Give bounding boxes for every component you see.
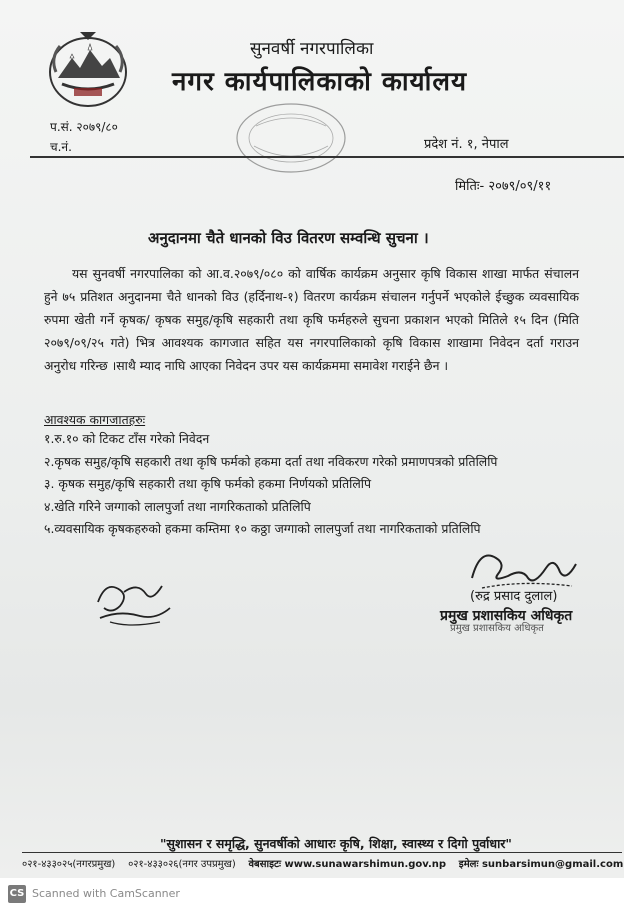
notice-body: यस सुनवर्षी नगरपालिका को आ.व.२०७९/०८० को वार्षिक कार्यक्रम अनुसार कृषि विकास शाखा मार्फत संचालन हुने ७५ प्रतिशत अनुदानमा चैते धानको विउ (हर्दिनाथ-१) वितरण कार्यक्रम संचालन गर्नुपर्ने भएकोले ईच्छुक व्यवसायिक रुपमा खेती गर्ने कृषक/ कृषक समुह/कृषि सहकारी तथा कृषि फर्महरुले सुचना प्रकाशन भएको मितिले १५ दिन (मिति २०७९/०९/२५ गते) भित्र आवश्यक कागजात सहित यस नगरपालिकाको कृषि विकास शाखामा निवेदन दर्ता गराउन अनुरोध गरिन्छ ।साथै म्याद नाघि आएका निवेदन उपर यस कार्यक्रममा समावेश गराईने छैन । — [44, 266, 579, 373]
footer-contact — [22, 856, 622, 870]
handwritten-initials-icon — [90, 572, 178, 628]
signatory-stamp: प्रमुख प्रशासकिय अधिकृत — [450, 623, 544, 634]
office-stamp-icon — [226, 96, 356, 178]
scanner-watermark-bar — [0, 878, 624, 910]
signatory-name: (रुद्र प्रसाद दुलाल) — [470, 589, 558, 604]
list-item: २.कृषक समुह/कृषि सहकारी तथा कृषि फर्मको हकमा दर्ता तथा नविकरण गरेको प्रमाणपत्रको प्रतिलिपि — [44, 453, 498, 469]
reference-number: प.सं. २०७९/८० — [50, 120, 118, 134]
requirements-list — [44, 428, 604, 541]
dispatch-number: च.नं. — [50, 140, 72, 154]
municipality-name: सुनवर्षी नगरपालिका — [250, 39, 374, 59]
phone-deputy: ०२१-४३३०२६(नगर उपप्रमुख) — [128, 859, 236, 870]
office-title: नगर कार्यपालिकाको कार्यालय — [172, 67, 468, 97]
list-item: ५.व्यवसायिक कृषकहरुको हकमा कम्तिमा १० कठ्ठा जग्गाको लालपुर्जा तथा नागरिकताको प्रतिलिपि — [44, 521, 481, 536]
list-item: ३. कृषक समुह/कृषि सहकारी तथा कृषि फर्मको हकमा निर्णयको प्रतिलिपि — [44, 476, 372, 491]
list-item: ४.खेति गरिने जग्गाको लालपुर्जा तथा नागरिकताको प्रतिलिपि — [44, 498, 311, 514]
nepal-emblem-icon — [44, 28, 132, 110]
list-item: १.रु.१० को टिकट टाँस गरेको निवेदन — [44, 431, 210, 446]
email-link[interactable]: इमेलः sunbarsimun@gmail.com — [458, 859, 624, 870]
header-divider — [30, 156, 624, 158]
notice-subject: अनुदानमा चैते धानको विउ वितरण सम्वन्धि सुचना । — [148, 229, 429, 247]
scanner-caption: Scanned with CamScanner — [32, 887, 180, 900]
phone-mayor: ०२१-४३३०२५(नगरप्रमुख) — [22, 859, 116, 870]
province-label: प्रदेश नं. १, नेपाल — [424, 137, 509, 152]
camscanner-icon: CS — [8, 885, 26, 903]
footer-divider — [22, 852, 622, 853]
requirements-heading: आवश्यक कागजातहरुः — [44, 412, 146, 427]
letter-date: मितिः- २०७९/०९/११ — [455, 179, 552, 194]
signatory-title: प्रमुख प्रशासकिय अधिकृत — [440, 608, 573, 624]
website-link[interactable]: वेबसाइटः www.sunawarshimun.gov.np — [248, 859, 447, 870]
footer-slogan: "सुशासन र समृद्धि, सुनवर्षीको आधारः कृषि, शिक्षा, स्वास्थ्य र दिगो पुर्वाधार" — [160, 836, 512, 851]
